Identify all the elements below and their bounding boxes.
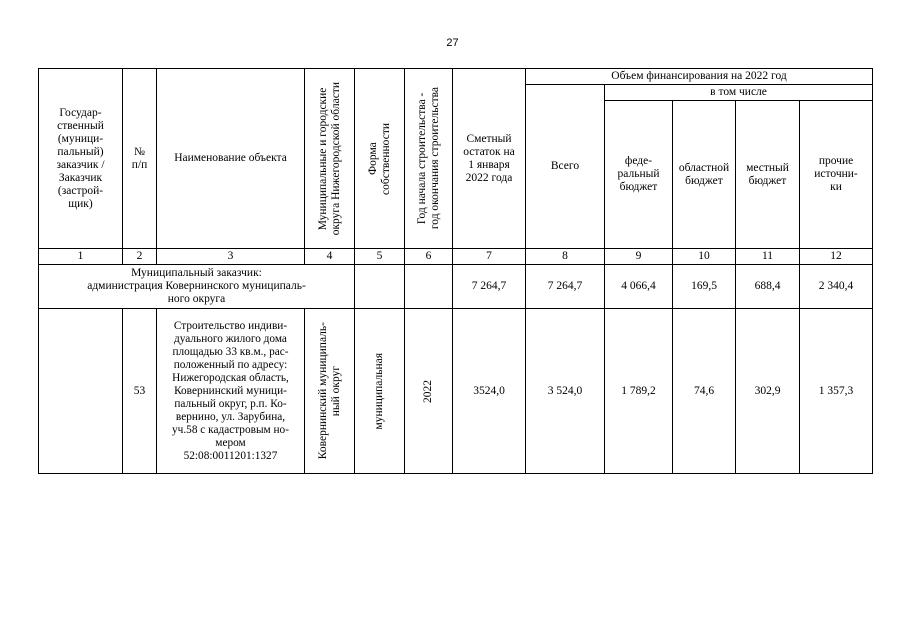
column-number: 11 — [736, 249, 800, 265]
column-number: 9 — [605, 249, 673, 265]
row-local: 302,9 — [736, 309, 800, 474]
financing-table — [38, 68, 873, 474]
row-municipality — [305, 309, 355, 474]
column-number: 3 — [157, 249, 305, 265]
group-label: Муниципальный заказчик: администрация Ковернинского муниципаль- ного округа — [39, 265, 355, 309]
header-total: Всего — [526, 85, 605, 249]
header-regional: областной бюджет — [673, 101, 736, 249]
header-object-name: Наименование объекта — [157, 69, 305, 249]
group-total: 7 264,7 — [526, 265, 605, 309]
column-number: 1 — [39, 249, 123, 265]
group-regional: 169,5 — [673, 265, 736, 309]
row-total: 3 524,0 — [526, 309, 605, 474]
table-row — [39, 309, 873, 474]
column-number: 2 — [123, 249, 157, 265]
column-number: 8 — [526, 249, 605, 265]
row-num: 53 — [123, 309, 157, 474]
group-empty — [355, 265, 405, 309]
column-number: 4 — [305, 249, 355, 265]
column-number: 7 — [453, 249, 526, 265]
header-federal: феде- ральный бюджет — [605, 101, 673, 249]
header-estimate-balance: Сметный остаток на 1 января 2022 года — [453, 69, 526, 249]
header-local: местный бюджет — [736, 101, 800, 249]
header-num: № п/п — [123, 69, 157, 249]
row-other: 1 357,3 — [800, 309, 873, 474]
group-row — [39, 265, 873, 309]
header-years — [405, 69, 453, 249]
row-customer — [39, 309, 123, 474]
header-ownership-form — [355, 69, 405, 249]
header-including: в том числе — [605, 85, 873, 101]
column-number: 6 — [405, 249, 453, 265]
row-estimate-balance: 3524,0 — [453, 309, 526, 474]
row-ownership-form — [355, 309, 405, 474]
row-federal: 1 789,2 — [605, 309, 673, 474]
header-customer: Государ- ственный (муници- пальный) заказчик / Заказчик (застрой- щик) — [39, 69, 123, 249]
group-local: 688,4 — [736, 265, 800, 309]
column-number: 5 — [355, 249, 405, 265]
group-empty — [405, 265, 453, 309]
header-municipality-text: Муниципальные и городские округа Нижегородской области — [316, 81, 342, 236]
column-number: 12 — [800, 249, 873, 265]
column-number: 10 — [673, 249, 736, 265]
group-estimate-balance: 7 264,7 — [453, 265, 526, 309]
group-other: 2 340,4 — [800, 265, 873, 309]
row-years — [405, 309, 453, 474]
header-years-text: Год начала строительства - год окончания строительства — [415, 87, 441, 230]
row-object-name: Строительство индиви- дуального жилого дома площадью 33 кв.м., рас- положенный по адресу: Нижегородская область, Ковернинский муници- пальный округ, р.п. Ко- вернино, ул. Зарубина, уч.58 с кадастровым но- мером 52:08:0011201:1327 — [157, 309, 305, 474]
group-federal: 4 066,4 — [605, 265, 673, 309]
header-other: прочие источни- ки — [800, 101, 873, 249]
header-municipality — [305, 69, 355, 249]
row-municipality-text: Ковернинский муниципаль- ный округ — [316, 322, 342, 460]
page-number: 27 — [446, 37, 459, 49]
row-years-text: 2022 — [422, 379, 434, 403]
row-ownership-form-text: муниципальная — [373, 352, 385, 430]
row-regional: 74,6 — [673, 309, 736, 474]
column-numbers-row — [39, 249, 873, 265]
header-financing-volume: Объем финансирования на 2022 год — [526, 69, 873, 85]
header-ownership-form-text: Форма собственности — [366, 122, 392, 195]
